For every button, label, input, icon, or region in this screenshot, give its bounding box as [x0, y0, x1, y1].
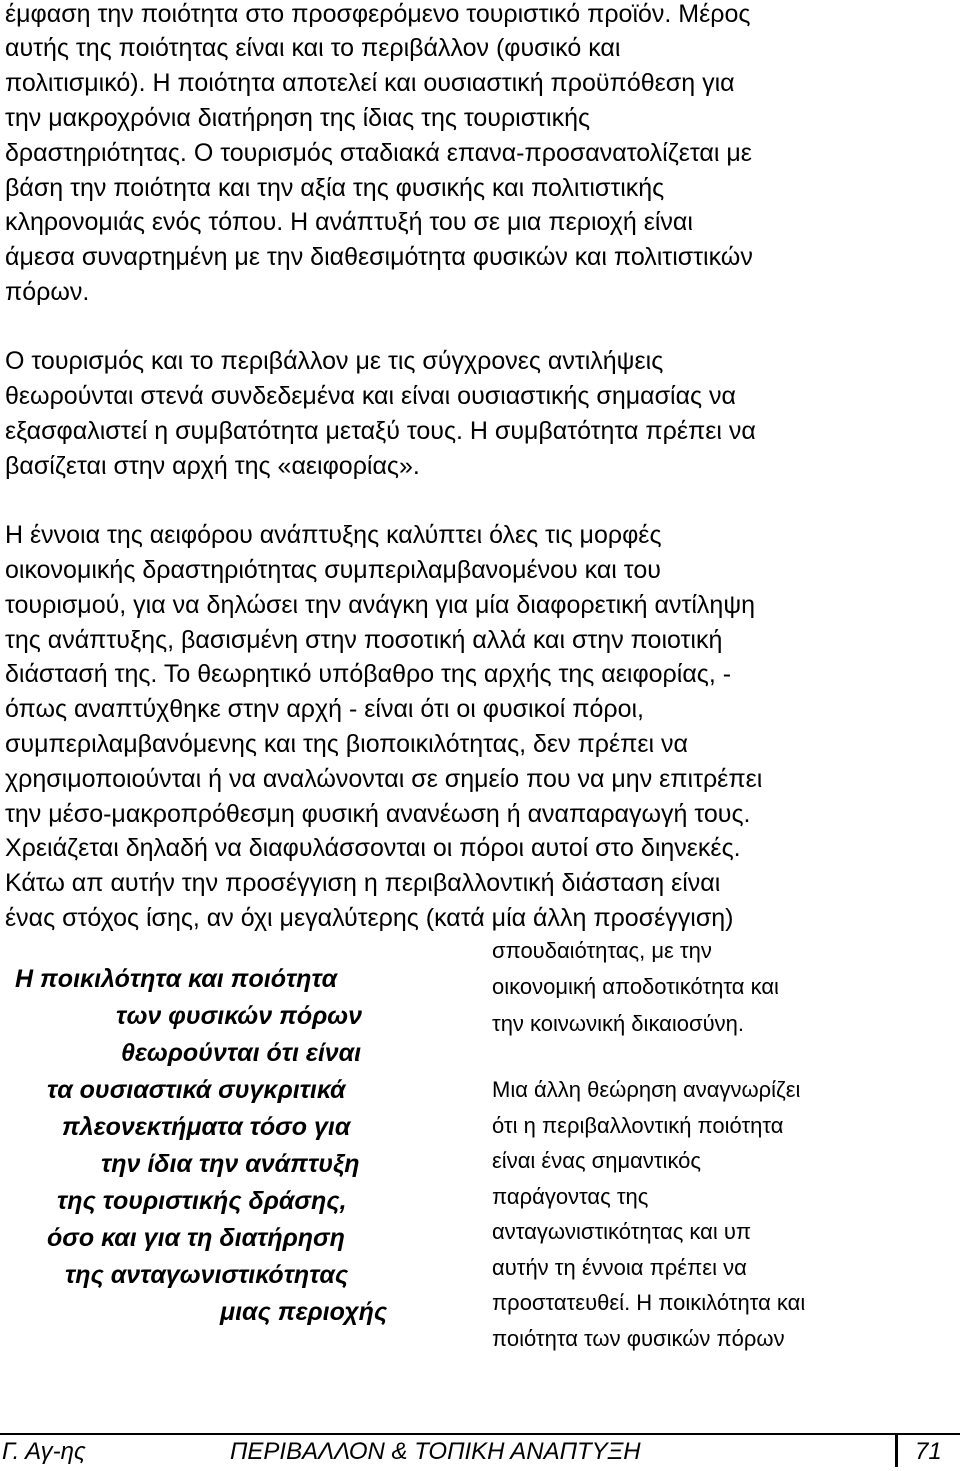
body-line: βασίζεται στην αρχή της «αειφορίας». [5, 452, 420, 480]
body-line: Χρειάζεται δηλαδή να διαφυλάσσονται οι πόροι αυτοί στο διηνεκές. [5, 834, 741, 862]
pull-quote-line: των φυσικών πόρων [116, 1002, 363, 1030]
right-column-line: ποιότητα των φυσικών πόρων [492, 1326, 785, 1351]
right-column-line: οικονομική αποδοτικότητα και [492, 974, 779, 999]
body-line: συμπεριλαμβανόμενης και της βιοποικιλότητας, δεν πρέπει να [5, 730, 688, 758]
pull-quote-line: της τουριστικής δράσης, [57, 1187, 347, 1215]
pull-quote-line: μιας περιοχής [220, 1298, 388, 1326]
body-line: εξασφαλιστεί η συμβατότητα μεταξύ τους. Η συμβατότητα πρέπει να [5, 417, 756, 445]
right-column-line: παράγοντας της [492, 1184, 649, 1209]
body-line: κληρονομιάς ενός τόπου. Η ανάπτυξή του σε μια περιοχή είναι [5, 208, 693, 236]
right-column-line: ότι η περιβαλλοντική ποιότητα [492, 1113, 784, 1138]
body-line: διάστασή της. Το θεωρητικό υπόβαθρο της αρχής της αειφορίας, - [5, 660, 732, 688]
body-line: αυτής της ποιότητας είναι και το περιβάλλον (φυσικό και [5, 34, 621, 62]
body-line: της ανάπτυξης, βασισμένη στην ποσοτική αλλά και στην ποιοτική [5, 626, 723, 654]
right-column-line: αυτήν τη έννοια πρέπει να [492, 1255, 747, 1280]
body-line: χρησιμοποιούνται ή να αναλώνονται σε σημείο που να μην επιτρέπει [5, 765, 763, 793]
body-line: την μακροχρόνια διατήρηση της ίδιας της τουριστικής [5, 104, 591, 132]
right-column-line: προστατευθεί. Η ποικιλότητα και [492, 1290, 806, 1315]
body-line: Ο τουρισμός και το περιβάλλον με τις σύγχρονες αντιλήψεις [5, 347, 664, 375]
body-line: Κάτω απ αυτήν την προσέγγιση η περιβαλλοντική διάσταση είναι [5, 869, 721, 897]
body-line: την μέσο-μακροπρόθεσμη φυσική ανανέωση ή αναπαραγωγή τους. [5, 800, 751, 828]
body-line: άμεσα συναρτημένη με την διαθεσιμότητα φυσικών και πολιτιστικών [5, 243, 753, 271]
body-line: πολιτισμικό). Η ποιότητα αποτελεί και ουσιαστική προϋπόθεση για [5, 69, 735, 97]
body-line: τουρισμού, για να δηλώσει την ανάγκη για μία διαφορετική αντίληψη [5, 591, 756, 619]
right-column-line: την κοινωνική δικαιοσύνη. [492, 1011, 744, 1036]
page-number: 71 [915, 1438, 942, 1465]
body-line: Η έννοια της αειφόρου ανάπτυξης καλύπτει όλες τις μορφές [5, 521, 662, 549]
right-column-line: Μια άλλη θεώρηση αναγνωρίζει [492, 1077, 801, 1102]
pull-quote-line: Η ποικιλότητα και ποιότητα [15, 965, 338, 993]
footer-title: ΠΕΡΙΒΑΛΛΟΝ & ΤΟΠΙΚΗ ΑΝΑΠΤΥΞΗ [230, 1438, 641, 1465]
pull-quote-line: τα ουσιαστικά συγκριτικά [47, 1076, 346, 1104]
body-line: βάση την ποιότητα και την αξία της φυσικής και πολιτιστικής [5, 174, 665, 202]
pull-quote-line: πλεονεκτήματα τόσο για [62, 1113, 351, 1141]
body-line: θεωρούνται στενά συνδεδεμένα και είναι ουσιαστικής σημασίας να [5, 382, 737, 410]
right-column-line: σπουδαιότητας, με την [492, 938, 712, 963]
footer-separator [895, 1433, 898, 1467]
body-line: έμφαση την ποιότητα στο προσφερόμενο τουριστικό προϊόν. Μέρος [5, 0, 751, 28]
right-column-line: ανταγωνιστικότητας και υπ [492, 1219, 752, 1244]
body-line: πόρων. [5, 278, 90, 306]
body-line: οικονομικής δραστηριότητας συμπεριλαμβανομένου και του [5, 556, 661, 584]
body-line: όπως αναπτύχθηκε στην αρχή - είναι ότι οι φυσικοί πόροι, [5, 695, 644, 723]
pull-quote-line: όσο και για τη διατήρηση [47, 1224, 345, 1252]
footer-rule [0, 1433, 960, 1435]
pull-quote-line: θεωρούνται ότι είναι [121, 1039, 362, 1067]
footer-author: Γ. Αγ-ης [2, 1438, 86, 1465]
right-column-line: είναι ένας σημαντικός [492, 1148, 702, 1173]
body-line: δραστηριότητας. Ο τουρισμός σταδιακά επανα-προσανατολίζεται με [5, 139, 752, 167]
pull-quote-line: της ανταγωνιστικότητας [65, 1261, 349, 1289]
body-line: ένας στόχος ίσης, αν όχι μεγαλύτερης (κατά μία άλλη προσέγγιση) [5, 904, 734, 932]
pull-quote-line: την ίδια την ανάπτυξη [101, 1150, 360, 1178]
